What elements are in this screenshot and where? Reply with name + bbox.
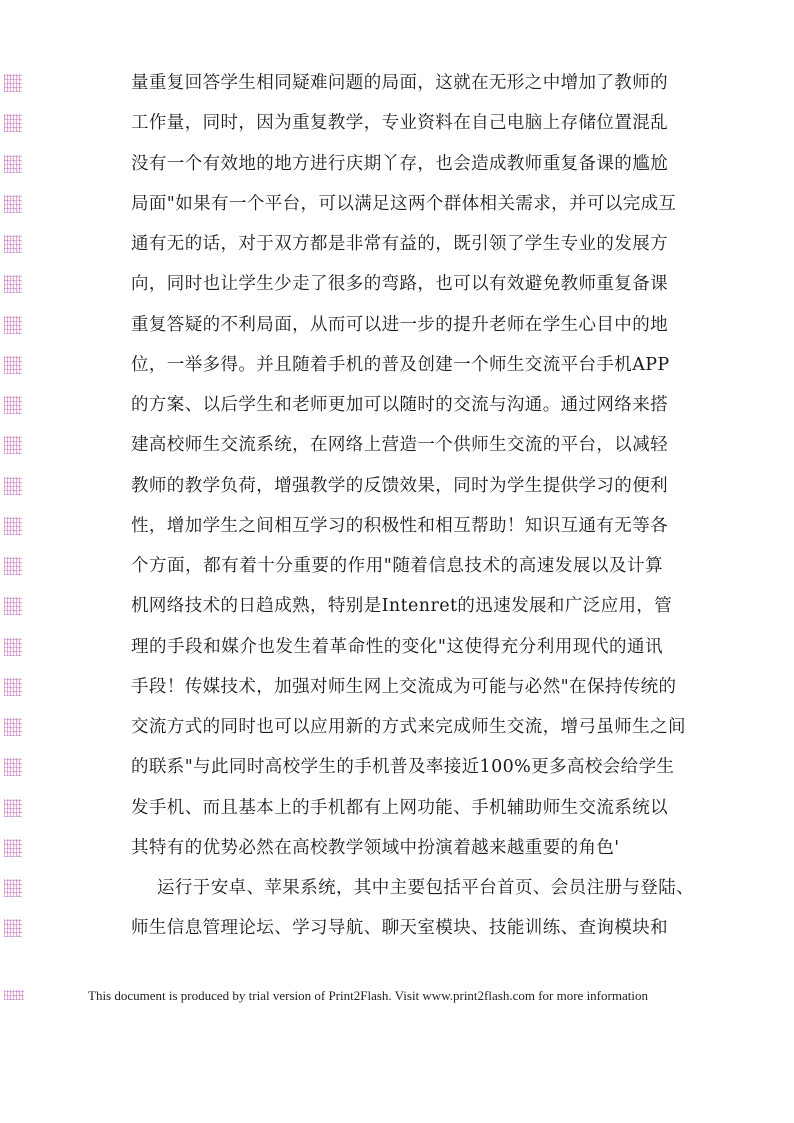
text-line: 重复答疑的不利局面，从而可以进一步的提升老师在学生心目中的地: [131, 315, 668, 335]
text-line: 机网络技术的日趋成熟，特别是Intenret的迅速发展和广泛应用，管: [131, 596, 673, 616]
text-line: 位，一举多得。并且随着手机的普及创建一个师生交流平台手机APP: [131, 355, 670, 375]
text-line: 建高校师生交流系统，在网络上营造一个供师生交流的平台，以减轻: [131, 435, 668, 455]
margin-marker: [4, 74, 22, 92]
text-line: 交流方式的同时也可以应用新的方式来完成师生交流，增弓虽师生之间: [131, 717, 686, 737]
margin-marker: [4, 758, 22, 776]
margin-marker: [4, 839, 22, 857]
margin-marker: [4, 235, 22, 253]
text-line: 性，增加学生之间相互学习的积极性和相互帮助！知识互通有无等各: [131, 516, 668, 536]
margin-marker: [4, 356, 22, 374]
margin-marker: [4, 799, 22, 817]
margin-marker: [4, 919, 22, 937]
margin-marker: [4, 436, 22, 454]
margin-marker: [4, 678, 22, 696]
margin-marker: [4, 638, 22, 656]
text-line: 的联系"与此同时高校学生的手机普及率接近100%更多高校会给学生: [131, 757, 675, 777]
margin-marker: [4, 396, 22, 414]
text-line: 发手机、而且基本上的手机都有上网功能、手机辅助师生交流系统以: [131, 798, 668, 818]
margin-marker: [4, 477, 22, 495]
margin-marker: [4, 316, 22, 334]
text-line: 个方面，都有着十分重要的作用"随着信息技术的高速发展以及计算: [131, 556, 663, 576]
margin-marker: [4, 557, 22, 575]
margin-marker: [4, 114, 22, 132]
trial-version-notice: This document is produced by trial version of Print2Flash. Visit www.print2flash.com for more information: [88, 988, 648, 1003]
text-line: 局面"如果有一个平台，可以满足这两个群体相关需求，并可以完成互: [131, 194, 677, 214]
text-line: 向，同时也让学生少走了很多的弯路，也可以有效避免教师重复备课: [131, 274, 668, 294]
text-line: 其特有的优势必然在高校教学领域中扮演着越来越重要的角色': [131, 838, 620, 858]
text-line: 量重复回答学生相同疑难问题的局面，这就在无形之中增加了教师的: [131, 73, 668, 93]
text-line: 理的手段和媒介也发生着革命性的变化"这使得充分利用现代的通讯: [131, 637, 664, 657]
text-line: 师生信息管理论坛、学习导航、聊天室模块、技能训练、查询模块和: [131, 918, 668, 938]
text-line: 的方案、以后学生和老师更加可以随时的交流与沟通。通过网络来搭: [131, 395, 668, 415]
margin-marker: [4, 517, 22, 535]
text-line: 教师的教学负荷，增强教学的反馈效果，同时为学生提供学习的便利: [131, 476, 668, 496]
text-line: 工作量，同时，因为重复教学，专业资料在自己电脑上存储位置混乱: [131, 113, 668, 133]
text-line: 通有无的话，对于双方都是非常有益的，既引领了学生专业的发展方: [131, 234, 668, 254]
margin-marker: [4, 155, 22, 173]
text-line: 手段！传媒技术，加强对师生网上交流成为可能与必然"在保持传统的: [131, 677, 677, 697]
text-line: 运行于安卓、苹果系统，其中主要包括平台首页、会员注册与登陆、: [157, 878, 694, 898]
margin-marker: [4, 275, 22, 293]
margin-marker: [4, 879, 22, 897]
margin-marker: [4, 597, 22, 615]
margin-marker: [4, 718, 22, 736]
margin-marker: [4, 990, 24, 1000]
margin-marker: [4, 195, 22, 213]
text-line: 没有一个有效地的地方进行庆期丫存，也会造成教师重复备课的尴尬: [131, 154, 668, 174]
